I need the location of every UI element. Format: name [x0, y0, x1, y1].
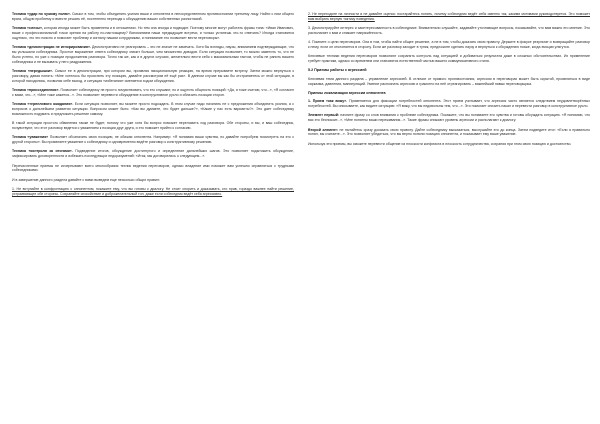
paragraph — [308, 77, 590, 87]
paragraph-text: Перечисленные приемы не исчерпывают всего многообразия техник ведения переговоров, однако владение ими поможет вам успешно справляться с трудными собеседниками. — [12, 163, 294, 173]
paragraph — [12, 88, 294, 98]
paragraph — [12, 164, 294, 174]
paragraph — [12, 12, 294, 22]
paragraph-text: 4. Помните о цели переговоров. Она в том, чтобы найти общее решение, а не в том, чтобы доказать свою правоту. Держите в фокусе результат и возвращайте разговор к нему, если он отклоняется в сторону. Если же разговор заходит в тупик, предложите сделать паузу и вернуться к обсуждению позже, когда эмоции улягутся. — [308, 40, 590, 50]
section-heading: Приемы локализации агрессии оппонента — [308, 90, 386, 95]
paragraph — [12, 178, 294, 183]
paragraph — [308, 142, 590, 147]
paragraph-text: Демонстративно не реагировать – это не значит не замечать. Хотя бы взгляды, паузы, вниманием подтверждающие, что вы услышали собеседника. Простое выражение ответа собеседнику значит больше, чем множество доводов. Если ситуация позволяет, то можно заметить то, что не было учтено, но уже с позиции продолжения разговора. Точно так же, как и в других случаях, желательно вести себя с максимальным тактом, чтобы не ранить вашего собеседника и не вызывать у него раздражения. — [12, 45, 294, 64]
paragraph-lead: Второй элемент: — [308, 127, 339, 132]
paragraph — [12, 45, 294, 65]
paragraph — [12, 121, 294, 131]
paragraph-text: Подведение итогов, обсуждение достигнутого и определение дальнейших шагов. Это позволяет подытожить обсуждение, зафиксировать договоренности и избежать последующих недоразумений: «Итак, мы договорились о следующем...». — [12, 149, 294, 159]
paragraph-lead: Техника «присоединения». — [12, 88, 60, 93]
paragraph — [308, 99, 590, 109]
paragraph-text: Позволяет собеседнику не просто почувствовать, что его слушают, но и ощутить общность позиций: «Да, я тоже считаю, что...», «Я согласен с вами, что...», «Мне тоже кажется...». Это позволяет перевести обсуждение в конструктивное русло и сблизить позиции сторон. — [12, 88, 294, 97]
paragraph-text: 2. Не переходите на личности и не давайте оценок: постарайтесь понять, почему собеседник ведёт себя именно так, какими мотивами руководствуется. Это поможет вам выбрать верную тактику поведения. — [308, 12, 590, 21]
paragraph-lead: Техника «демонстрации не игнорирования». — [12, 45, 91, 50]
paragraph-lead: Техника «уважения» — [12, 135, 49, 140]
paragraph-text: И в завершение данного раздела давайте с вами выведем еще несколько общих правил: — [12, 177, 160, 182]
paragraph-text: 3. Демонстрируйте интерес и заинтересованность в собеседнике. Внимательно слушайте, задавайте уточняющие вопросы, показывайте, что вам важно его мнение. Это располагает к вам и снижает напряжённость. — [308, 26, 590, 36]
paragraph — [12, 102, 294, 117]
paragraph — [12, 26, 294, 41]
paragraph — [308, 113, 590, 123]
paragraph — [308, 40, 590, 50]
paragraph-lead: Техника «контроля за итогами». — [12, 149, 73, 154]
paragraph-lead: Техника «передышки». — [12, 69, 54, 74]
paragraph-lead: Техника «терпеливого ожидания». — [12, 102, 74, 107]
paragraph-text: Используя эти приемы, вы сможете перевести общение из плоскости конфликта в плоскость сотрудничества, сохраняя при этом свою позицию и достоинство. — [308, 141, 572, 146]
paragraph — [308, 54, 590, 64]
paragraph — [12, 135, 294, 145]
paragraph-text: Ключевая тема данного раздела – управление агрессией. В отличие от прямого противостояния, агрессия в переговорах может быть скрытой, проявляться в виде сарказма, давления, манипуляций. Умение распознать агрессию и грамотно на неё отреагировать – важнейший навык переговорщика. — [308, 76, 590, 86]
paragraph-lead: Техника «слезы», — [12, 26, 43, 31]
paragraph-text: Применяется для фиксации потребностей оппонента. Этот прием учитывает, что агрессия часто является следствием неудовлетворённых потребностей. Вы описываете, как видите ситуацию: «Я вижу, что вы недовольны тем, что...». Это помогает снизить накал и перевести разговор в конструктивное русло. — [308, 99, 590, 109]
paragraph-text: Позволяет обозначить свою позицию, не обижая оппонента. Например: «Я понимаю ваши чувства, но давайте попробуем посмотреть на это с другой стороны». Вы проявляете уважение к собеседнику и одновременно ведёте разговор к конструктивному решению. — [12, 135, 294, 145]
paragraph-lead: Техника «удар по чужому полю». — [12, 12, 71, 16]
paragraph-text: начните фразу со слов внимания к проблеме собеседника. Покажите, что вы понимаете его чувства и готовы обсуждать ситуацию. «Я понимаю, что вас это беспокоит...», «Мне понятны ваши переживания...». Такие фразы снижают уровень агрессии и располагают к диалогу. — [308, 113, 590, 123]
paragraph-text: Смысл ее в демонстрации, при котором вы, проявляя эмоциональную реакцию, на время прерываете встречу. Затем можно вернуться к разговору, давая понять: «Мне хотелось бы прояснить эту позицию, давайте рассмотрим её ещё раз». В данном случае вы как бы отстраняетесь от этой ситуации, в которой находились, позволяя себе выход, и ситуация «избегания» сменяется ходом обсуждения. — [12, 69, 294, 83]
paragraph — [308, 26, 590, 36]
paragraph — [12, 149, 294, 159]
paragraph-text: Если ситуация позволяет, вы можете просто подождать. В этом случае надо начинать не с предложения объединить усилия, а с вопросов о дальнейшем развитии ситуации. Вопросом может быть: «Как вы думаете, что будет дальше?», «Какие у нас есть варианты?». Это дает собеседнику возможность подумать и предложить решение самому. — [12, 102, 294, 116]
right-column — [308, 12, 590, 151]
paragraph-lead: 1. Прием «как вижу». — [308, 99, 348, 104]
paragraph-text: Смысл в том, чтобы объединить усилия ваши и оппонента в непосредственном противостоянии третьему лицу. Найти с ним общего врага, общую проблему и вместе решать её, постепенно переходя к обсуждению ваших собственных разногласий. — [12, 12, 294, 21]
paragraph — [308, 128, 590, 138]
paragraph-lead: Элемент первый: — [308, 113, 340, 118]
paragraph-text: которая иногда может быть применена и в отношениях. Но тем она иногда и подводит. Поэтому многие могут работать фразы типа: «Иван Иванович, ваше с профессиональной точки зрения на работу по-настоящему? Вспоминаем наши предыдущие встречи, и только устанешь что-то отвечать? Иногда становится ощутимо, что это поясно и помогает проблему и сигналу нашим сотрудникам, и понимание это позволяет вести переговоры». — [12, 26, 294, 40]
paragraph-text: 1. Не вступайте в конфронтацию с оппонентом, покажите ему, что вы готовы к диалогу. Не стоит спорить и доказывать, кто прав, гораздо важнее найти решение, устраивающее обе стороны. Сохраняйте спокойствие и доброжелательный тон, даже если собеседник ведёт себя агрессивно. — [12, 186, 294, 196]
section-heading: 5.2 Приемы работы с агрессией — [308, 68, 367, 73]
paragraph-text: не пытайтесь сразу доказать свою правоту. Дайте собеседнику высказаться, выслушайте его до конца. Затем подведите итог: «Если я правильно понял, вы считаете...». Это позволяет убедиться, что вы верно поняли позицию оппонента, и показывает ему ваше уважение. — [308, 127, 590, 137]
paragraph — [12, 187, 294, 197]
paragraph — [12, 69, 294, 84]
paragraph-text: Ключевые техники ведения переговоров позволяют сохранять контроль над ситуацией и добиваться результата даже в сложных обстоятельствах. Их применение требует практики, однако со временем они становятся естественной частью вашего коммуникативного стиля. — [308, 54, 590, 64]
paragraph-text: В такой ситуации простого обвинения также не будет, потому что уже хотя бы вопрос поможет переломить ход разговора. Обе стороны, и вы, и ваш собеседник, почувствуют, что этот разговор ведется с уважением к позиции друг друга, и это поможет прийти к согласию. — [12, 121, 294, 131]
left-column — [12, 12, 294, 201]
paragraph — [308, 12, 590, 22]
